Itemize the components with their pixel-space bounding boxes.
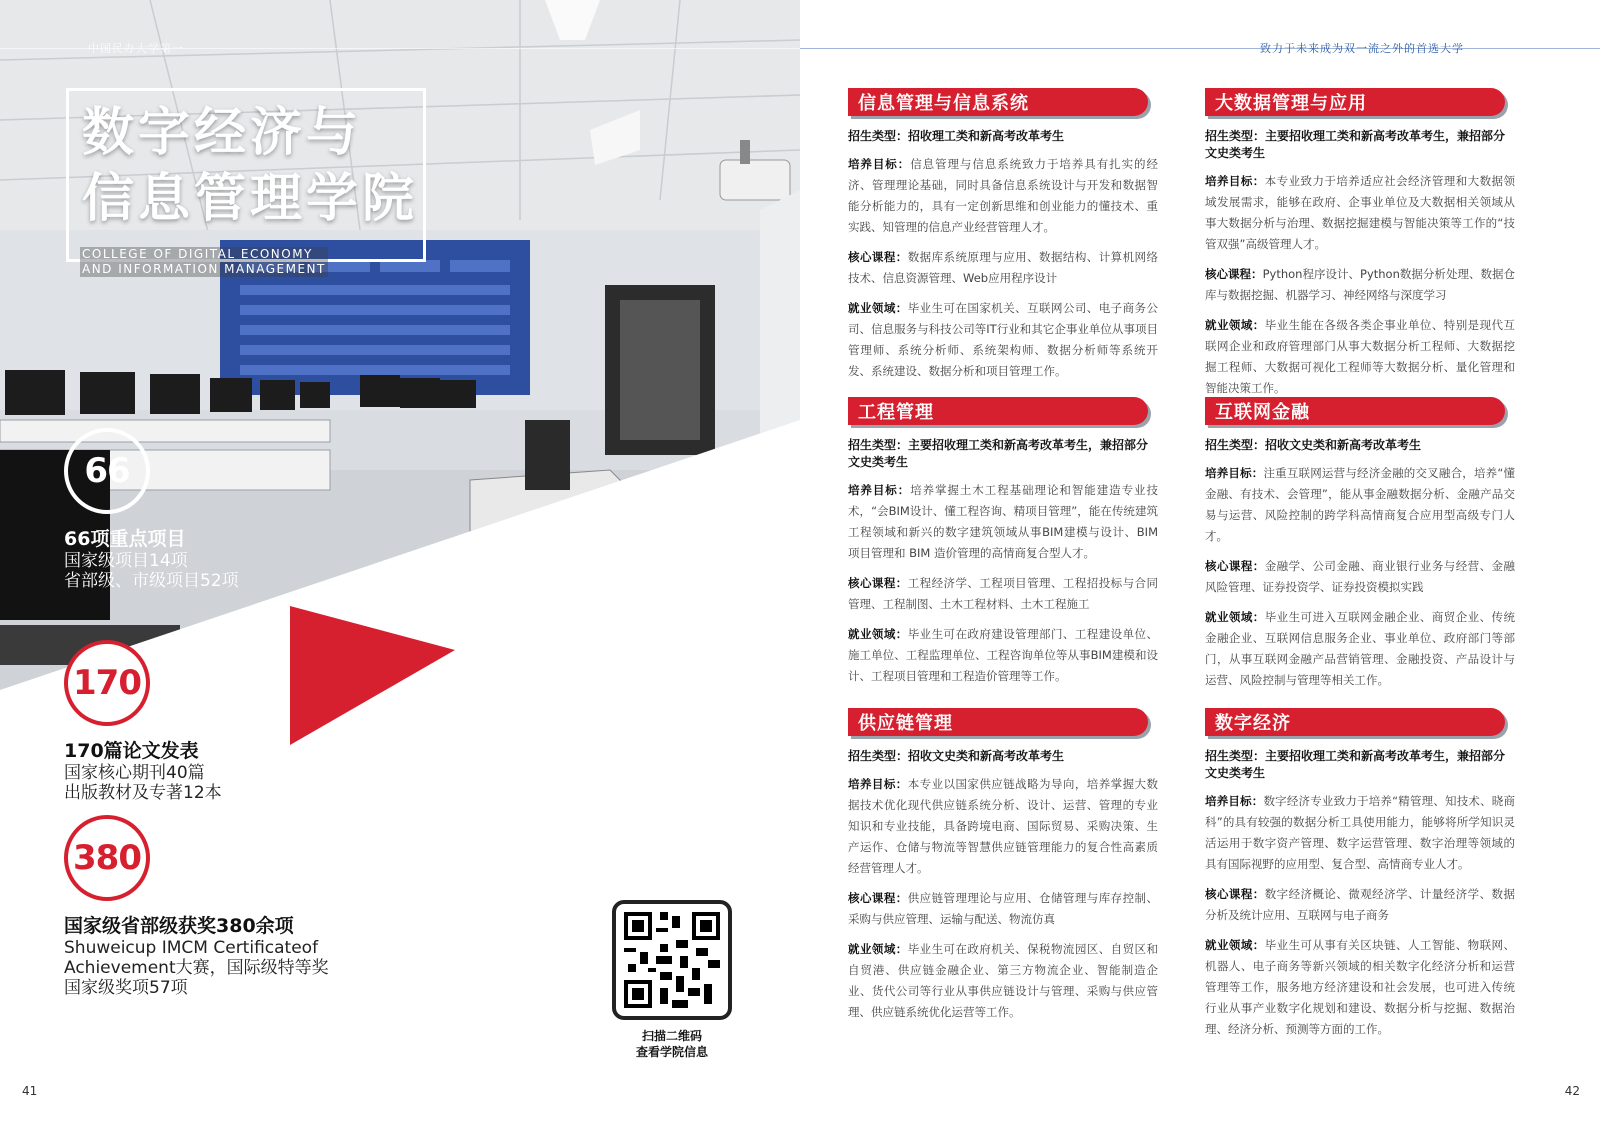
- field-text: 数据库系统原理与应用、数据结构、计算机网络技术、信息资源管理、Web应用程序设计: [848, 250, 1159, 285]
- stat-line: Shuweicup IMCM Certificateof: [64, 938, 319, 958]
- training-goal: [848, 480, 1158, 564]
- admission-type: 招生类型：招收文史类和新高考改革考生: [1205, 438, 1422, 452]
- admission-type: 招生类型：主要招收理工类和新高考改革考生，兼招部分文史类考生: [848, 438, 1149, 469]
- field-label: 核心课程：: [848, 576, 908, 590]
- career-fields: [848, 298, 1158, 382]
- field-label: 培养目标：: [1205, 794, 1264, 808]
- career-fields: [1205, 315, 1515, 399]
- field-text: 毕业生可从事有关区块链、人工智能、物联网、机器人、电子商务等新兴领域的相关数字化经济分析和运营管理等工作，服务地方经济建设和社会发展，也可进入传统行业从事产业数字化规划和建设、数据分析与挖掘、数据治理、经济分析、预测等方面的工作。: [1205, 938, 1516, 1036]
- field-text: 工程经济学、工程项目管理、工程招投标与合同管理、工程制图、土木工程材料、土木工程施工: [848, 576, 1159, 611]
- admission-type: 招生类型：招收理工类和新高考改革考生: [848, 129, 1065, 143]
- stat-circle: [64, 640, 150, 726]
- admission-type: 招生类型：主要招收理工类和新高考改革考生，兼招部分文史类考生: [1205, 129, 1506, 160]
- title-en-line: AND INFORMATION MANAGEMENT: [82, 262, 326, 276]
- training-goal: [1205, 463, 1515, 547]
- major-banner: [848, 395, 1148, 427]
- field-label: 核心课程：: [848, 250, 908, 264]
- qr-caption: [612, 1028, 732, 1060]
- core-courses: [1205, 556, 1515, 598]
- major-section: [1205, 86, 1515, 399]
- stat-circle: [64, 815, 150, 901]
- career-fields: [848, 624, 1158, 687]
- training-goal: [1205, 791, 1515, 875]
- field-label: 培养目标：: [848, 777, 908, 791]
- college-title: 数字经济与 信息管理学院: [82, 103, 419, 229]
- major-banner: [1205, 395, 1505, 427]
- header-rule: [800, 48, 1600, 49]
- major-title: 供应链管理: [858, 713, 953, 734]
- major-section: [848, 706, 1158, 1023]
- major-banner: [848, 86, 1148, 118]
- field-label: 核心课程：: [848, 891, 908, 905]
- major-banner: [1205, 706, 1505, 738]
- core-courses: [848, 888, 1158, 930]
- core-courses: [848, 573, 1158, 615]
- field-text: 金融学、公司金融、商业银行业务与经营、金融风险管理、证券投资学、证券投资模拟实践: [1205, 559, 1516, 594]
- field-label: 核心课程：: [1205, 559, 1265, 573]
- field-text: 数字经济专业致力于培养“精管理、知技术、晓商科”的具有较强的数据分析工具使用能力，能够将所学知识灵活运用于数字资产管理、数字运营管理、数字治理等领域的具有国际视野的应用型、复合型、高情商专业人才。: [1205, 794, 1515, 871]
- stat-key-projects: [64, 428, 239, 591]
- stat-circle: [64, 428, 150, 514]
- stat-line: Achievement大赛，国际级特等奖: [64, 958, 329, 978]
- field-text: Python程序设计、Python数据分析处理、数据仓库与数据挖掘、机器学习、神经网络与深度学习: [1205, 267, 1516, 302]
- field-text: 培养掌握土木工程基础理论和智能建造专业技术，“会BIM设计、懂工程咨询、精项目管理”，能在传统建筑工程领域和新兴的数字建筑领域从事BIM建模与设计、BIM 项目管理和 BIM 造价管理的高情商复合型人才。: [848, 483, 1158, 560]
- training-goal: [1205, 171, 1515, 255]
- field-text: 本专业致力于培养适应社会经济管理和大数据领域发展需求，能够在政府、企事业单位及大数据相关领域从事大数据分析与治理、数据挖掘建模与智能决策等工作的“技管双强”高级管理人才。: [1205, 174, 1516, 251]
- left-header-text: 中国民办大学第一: [88, 42, 184, 55]
- qr-caption-line: 查看学院信息: [635, 1045, 708, 1059]
- stat-awards: [64, 815, 329, 998]
- qr-code[interactable]: [612, 900, 732, 1020]
- major-title: 大数据管理与应用: [1215, 93, 1367, 114]
- career-fields: [848, 939, 1158, 1023]
- field-text: 毕业生可进入互联网金融企业、商贸企业、传统金融企业、互联网信息服务企业、事业单位、政府部门等部门，从事互联网金融产品营销管理、金融投资、产品设计与运营、风险控制与管理等相关工作。: [1205, 610, 1516, 687]
- qr-caption-line: 扫描二维码: [641, 1029, 702, 1043]
- major-banner: [1205, 86, 1505, 118]
- field-text: 毕业生可在政府机关、保税物流园区、自贸区和自贸港、供应链金融企业、第三方物流企业、智能制造企业、货代公司等行业从事供应链设计与管理、采购与供应管理、供应链系统优化运营等工作。: [848, 942, 1159, 1019]
- field-label: 培养目标：: [1205, 174, 1265, 188]
- field-label: 就业领域：: [848, 942, 908, 956]
- career-fields: [1205, 935, 1515, 1040]
- training-goal: [848, 154, 1158, 238]
- field-label: 培养目标：: [848, 157, 911, 171]
- stat-number: 170: [73, 663, 141, 703]
- admission-type: 招生类型：主要招收理工类和新高考改革考生，兼招部分文史类考生: [1205, 749, 1506, 780]
- stat-line: 国家核心期刊40篇: [64, 763, 205, 783]
- stat-line: 省部级、市级项目52项: [64, 571, 239, 591]
- field-label: 就业领域：: [1205, 610, 1265, 624]
- stat-headline: 66项重点项目: [64, 528, 186, 550]
- field-text: 注重互联网运营与经济金融的交叉融合，培养“懂金融、有技术、会管理”，能从事金融数据分析、金融产品交易与运营、风险控制的跨学科高情商复合应用型高级专门人才。: [1205, 466, 1515, 543]
- core-courses: [848, 247, 1158, 289]
- field-text: 供应链管理理论与应用、仓储管理与库存控制、采购与供应管理、运输与配送、物流仿真: [848, 891, 1159, 926]
- field-label: 核心课程：: [1205, 887, 1265, 901]
- field-text: 本专业以国家供应链战略为导向，培养掌握大数据技术优化现代供应链系统分析、设计、运营、管理的专业知识和专业技能，具备跨境电商、国际贸易、采购决策、生产运作、仓储与物流等智慧供应链管理能力的复合性高素质经营管理人才。: [848, 777, 1159, 875]
- stat-papers: [64, 640, 222, 803]
- field-label: 培养目标：: [848, 483, 911, 497]
- page-number-left: 41: [22, 1084, 38, 1098]
- major-banner: [848, 706, 1148, 738]
- title-en-line: COLLEGE OF DIGITAL ECONOMY: [82, 247, 313, 261]
- training-goal: [848, 774, 1158, 879]
- field-label: 培养目标：: [1205, 466, 1264, 480]
- stat-headline: 170篇论文发表: [64, 740, 199, 762]
- field-label: 就业领域：: [1205, 938, 1265, 952]
- field-text: 毕业生能在各级各类企事业单位、特别是现代互联网企业和政府管理部门从事大数据分析工程师、大数据挖掘工程师、大数据可视化工程师等大数据分析、量化管理和智能决策工作。: [1205, 318, 1516, 395]
- core-courses: [1205, 884, 1515, 926]
- field-label: 就业领域：: [1205, 318, 1265, 332]
- stat-number: 380: [73, 838, 141, 878]
- stat-line: 出版教材及专著12本: [64, 783, 222, 803]
- major-section: [848, 395, 1158, 687]
- field-label: 就业领域：: [848, 627, 908, 641]
- field-text: 毕业生可在国家机关、互联网公司、电子商务公司、信息服务与科技公司等IT行业和其它企事业单位从事项目管理师、系统分析师、系统架构师、数据分析师等系统开发、系统建设、数据分析和项目管理工作。: [848, 301, 1159, 378]
- admission-type: 招生类型：招收文史类和新高考改革考生: [848, 749, 1065, 763]
- career-fields: [1205, 607, 1515, 691]
- stat-line: 国家级奖项57项: [64, 978, 188, 998]
- field-text: 毕业生可在政府建设管理部门、工程建设单位、施工单位、工程监理单位、工程咨询单位等从事BIM建模和设计、工程项目管理和工程造价管理等工作。: [848, 627, 1159, 683]
- field-label: 就业领域：: [848, 301, 908, 315]
- field-text: 信息管理与信息系统致力于培养具有扎实的经济、管理理论基础，同时具备信息系统设计与开发和数据智能分析能力的，具有一定创新思维和创业能力的懂技术、重实践、知管理的信息产业经营管理人才。: [848, 157, 1158, 234]
- core-courses: [1205, 264, 1515, 306]
- major-section: [1205, 706, 1515, 1040]
- college-title-english: [80, 247, 328, 277]
- major-section: [1205, 395, 1515, 691]
- stat-number: 66: [84, 451, 130, 491]
- major-section: [848, 86, 1158, 382]
- stat-line: 国家级项目14项: [64, 551, 188, 571]
- stat-headline: 国家级省部级获奖380余项: [64, 915, 294, 937]
- qr-code-icon: [624, 912, 720, 1008]
- major-title: 信息管理与信息系统: [858, 93, 1029, 114]
- right-page: [800, 0, 1600, 1124]
- major-title: 工程管理: [858, 402, 934, 423]
- right-header-text: 致力于未来成为双一流之外的首选大学: [1260, 42, 1464, 55]
- page-number-right: 42: [1564, 1084, 1580, 1098]
- major-title: 数字经济: [1215, 713, 1291, 734]
- field-label: 核心课程：: [1205, 267, 1263, 281]
- field-text: 数字经济概论、微观经济学、计量经济学、数据分析及统计应用、互联网与电子商务: [1205, 887, 1516, 922]
- major-title: 互联网金融: [1215, 402, 1310, 423]
